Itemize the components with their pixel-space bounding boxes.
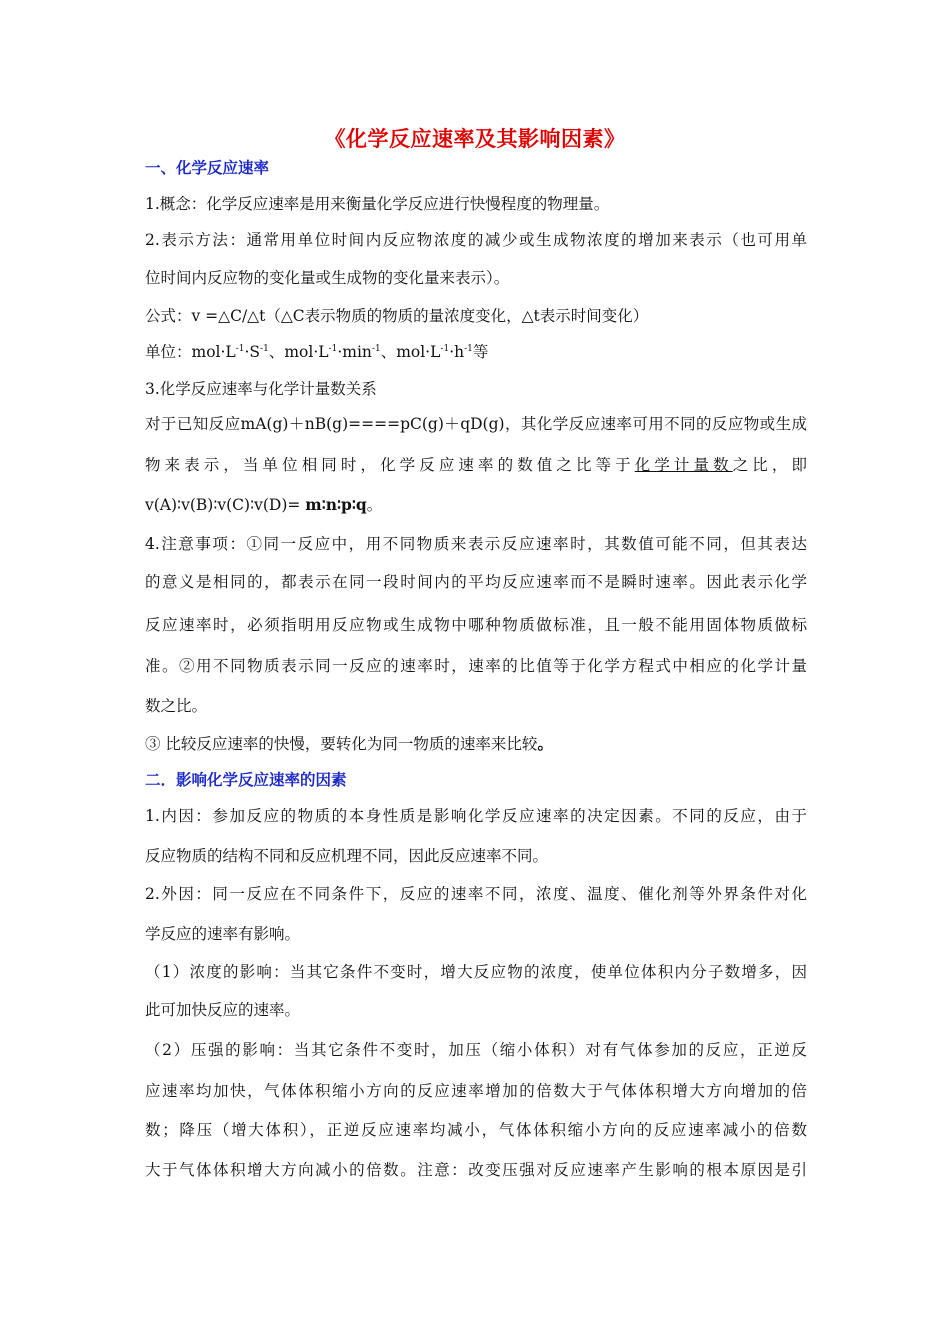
factors-line-1: 1.内因：参加反应的物质的本身性质是影响化学反应速率的决定因素。不同的反应，由于 — [145, 807, 807, 825]
stoichiometric-coefficient-term: 化学计量数 — [634, 456, 733, 474]
unit-text: 、mol·L — [268, 343, 329, 361]
relation-line-3 — [145, 494, 807, 516]
factors-line-2: 反应物质的结构不同和反应机理不同，因此反应速率不同。 — [145, 847, 549, 865]
unit-exponent: -1 — [440, 343, 450, 354]
relation-line-1: 对于已知反应mA(g)＋nB(g)====pC(g)＋qD(g)，其化学反应速率可用不同的反应物或生成 — [145, 415, 807, 433]
unit-exponent: -1 — [371, 343, 381, 354]
method-line-1: 2.表示方法：通常用单位时间内反应物浓度的减少或生成物浓度的增加来表示（也可用单 — [145, 231, 807, 249]
unit-exponent: -1 — [328, 343, 338, 354]
unit-text: ·h — [449, 343, 465, 361]
unit-line — [145, 341, 807, 363]
notes-line-1: 4.注意事项：①同一反应中，用不同物质来表示反应速率时，其数值可能不同，但其表达 — [145, 535, 807, 553]
notes-line-3: 反应速率时，必须指明用反应物或生成物中哪种物质做标准，且一般不能用固体物质做标 — [145, 616, 807, 634]
relation-line-2 — [145, 454, 807, 476]
notes-line-2: 的意义是相同的，都表示在同一段时间内的平均反应速率而不是瞬时速率。因此表示化学 — [145, 573, 807, 591]
notes-line-4: 准。②用不同物质表示同一反应的速率时，速率的比值等于化学方程式中相应的化学计量 — [145, 657, 807, 675]
section-heading-factors: 二．影响化学反应速率的因素 — [145, 770, 347, 789]
relation-heading: 3.化学反应速率与化学计量数关系 — [145, 380, 377, 398]
relation-text: 物来表示，当单位相同时，化学反应速率的数值之比等于 — [145, 456, 635, 474]
relation-text: 。 — [366, 496, 383, 514]
concept-paragraph: 1.概念：化学反应速率是用来衡量化学反应进行快慢程度的物理量。 — [145, 195, 610, 213]
factors-line-7: （2）压强的影响：当其它条件不变时，加压（缩小体积）对有气体参加的反应，正逆反 — [145, 1041, 807, 1059]
factors-line-5: （1）浓度的影响：当其它条件不变时，增大反应物的浓度，使单位体积内分子数增多，因 — [145, 963, 807, 981]
factors-line-8: 应速率均加快，气体体积缩小方向的反应速率增加的倍数大于气体体积增大方向增加的倍 — [145, 1082, 807, 1100]
document-title: 《化学反应速率及其影响因素》 — [324, 126, 626, 151]
method-line-2: 位时间内反应物的变化量或生成物的变化量来表示）。 — [145, 269, 510, 287]
factors-line-9: 数；降压（增大体积），正逆反应速率均减小，气体体积缩小方向的反应速率减小的倍数 — [145, 1121, 807, 1139]
factors-line-3: 2.外因：同一反应在不同条件下，反应的速率不同，浓度、温度、催化剂等外界条件对化 — [145, 885, 807, 903]
unit-text: 、mol·L — [380, 343, 441, 361]
factors-line-6: 此可加快反应的速率。 — [145, 1001, 301, 1019]
note-3-end: 。 — [537, 734, 553, 753]
factors-line-10: 大于气体体积增大方向减小的倍数。注意：改变压强对反应速率产生影响的根本原因是引 — [145, 1161, 807, 1179]
unit-exponent: -1 — [235, 343, 245, 354]
relation-text: v(A)∶v(B)∶v(C)∶v(D)= — [145, 496, 306, 514]
notes-line-5: 数之比。 — [145, 697, 208, 715]
unit-text: 单位：mol·L — [145, 343, 236, 361]
ratio-bold: m∶n∶p∶q — [305, 495, 367, 514]
factors-line-4: 学反应的速率有影响。 — [145, 925, 301, 943]
relation-text: 之比，即 — [732, 456, 807, 474]
unit-exponent: -1 — [260, 343, 269, 354]
unit-text: ·min — [337, 343, 372, 361]
formula-line: 公式：v =△C/△t（△C表示物质的物质的量浓度变化，△t表示时间变化） — [145, 307, 649, 325]
note-3-text: ③ 比较反应速率的快慢，要转化为同一物质的速率来比较 — [145, 735, 538, 753]
unit-text: ·S — [244, 343, 261, 361]
unit-text: 等 — [472, 343, 489, 361]
unit-exponent: -1 — [464, 343, 473, 354]
note-3 — [145, 733, 807, 755]
section-heading-rate: 一、化学反应速率 — [145, 158, 270, 177]
